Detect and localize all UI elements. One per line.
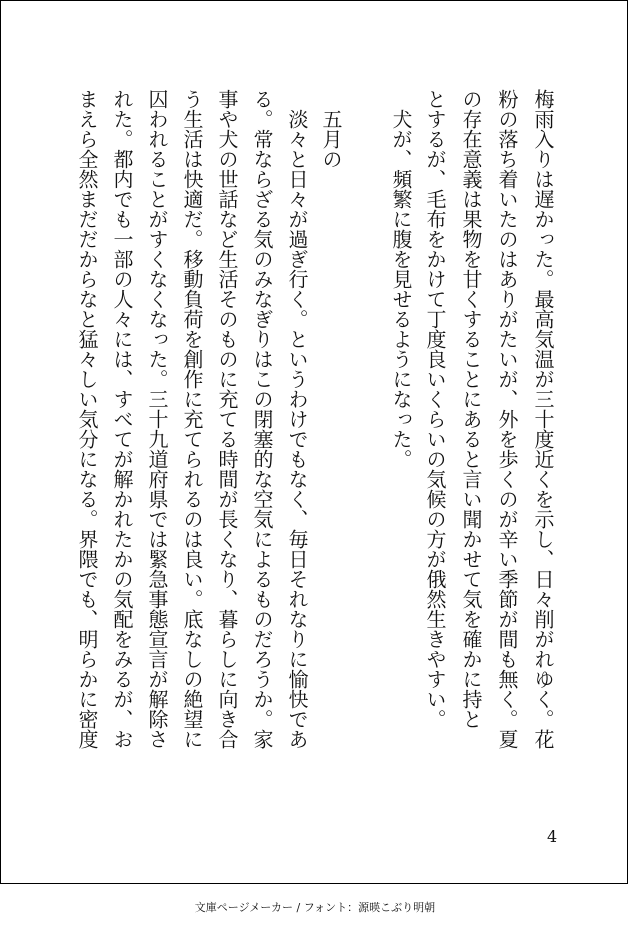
text-column-8: 淡々と日々が過ぎ行く。というわけでもなく、毎日それなりに愉快であ bbox=[285, 109, 309, 749]
text-column-10: 事や犬の世話など生活そのものに充てる時間が長くなり、暮らしに向き合 bbox=[215, 89, 239, 749]
text-column-12: 囚われることがすくなくなった。三十九道府県では緊急事態宣言が解除さ bbox=[145, 89, 169, 749]
text-column-9: る。常ならざる気のみなぎりはこの閉塞的な空気によるものだろうか。家 bbox=[250, 89, 274, 749]
section-heading: 五月の bbox=[319, 109, 343, 169]
text-column-1: 梅雨入りは遅かった。最高気温が三十度近くを示し、日々削がれゆく。花 bbox=[531, 89, 555, 749]
page-number: 4 bbox=[547, 827, 558, 846]
footer-credit: 文庫ページメーカー / フォント：源暎こぶり明朝 bbox=[194, 901, 436, 914]
text-column-13: れた。都内でも一部の人々には、すべてが解かれたかの気配をみるが、お bbox=[110, 89, 134, 749]
text-column-3: の存在意義は果物を甘くすることにあると言い聞かせて気を確かに持と bbox=[459, 89, 483, 729]
text-column-11: う生活は快適だ。移動負荷を創作に充てられるのは良い。底なしの絶望に bbox=[180, 89, 204, 749]
text-column-5: 犬が、頻繁に腹を見せるようになった。 bbox=[389, 109, 413, 469]
text-column-4: とするが、毛布をかけて丁度良いくらいの気候の方が俄然生きやすい。 bbox=[423, 89, 447, 729]
text-column-14: まえら全然まだだからなと猛々しい気分になる。界隈でも、明らかに密度 bbox=[75, 89, 99, 749]
text-column-2: 粉の落ち着いたのはありがたいが、外を歩くのが辛い季節が間も無く。夏 bbox=[495, 89, 519, 749]
